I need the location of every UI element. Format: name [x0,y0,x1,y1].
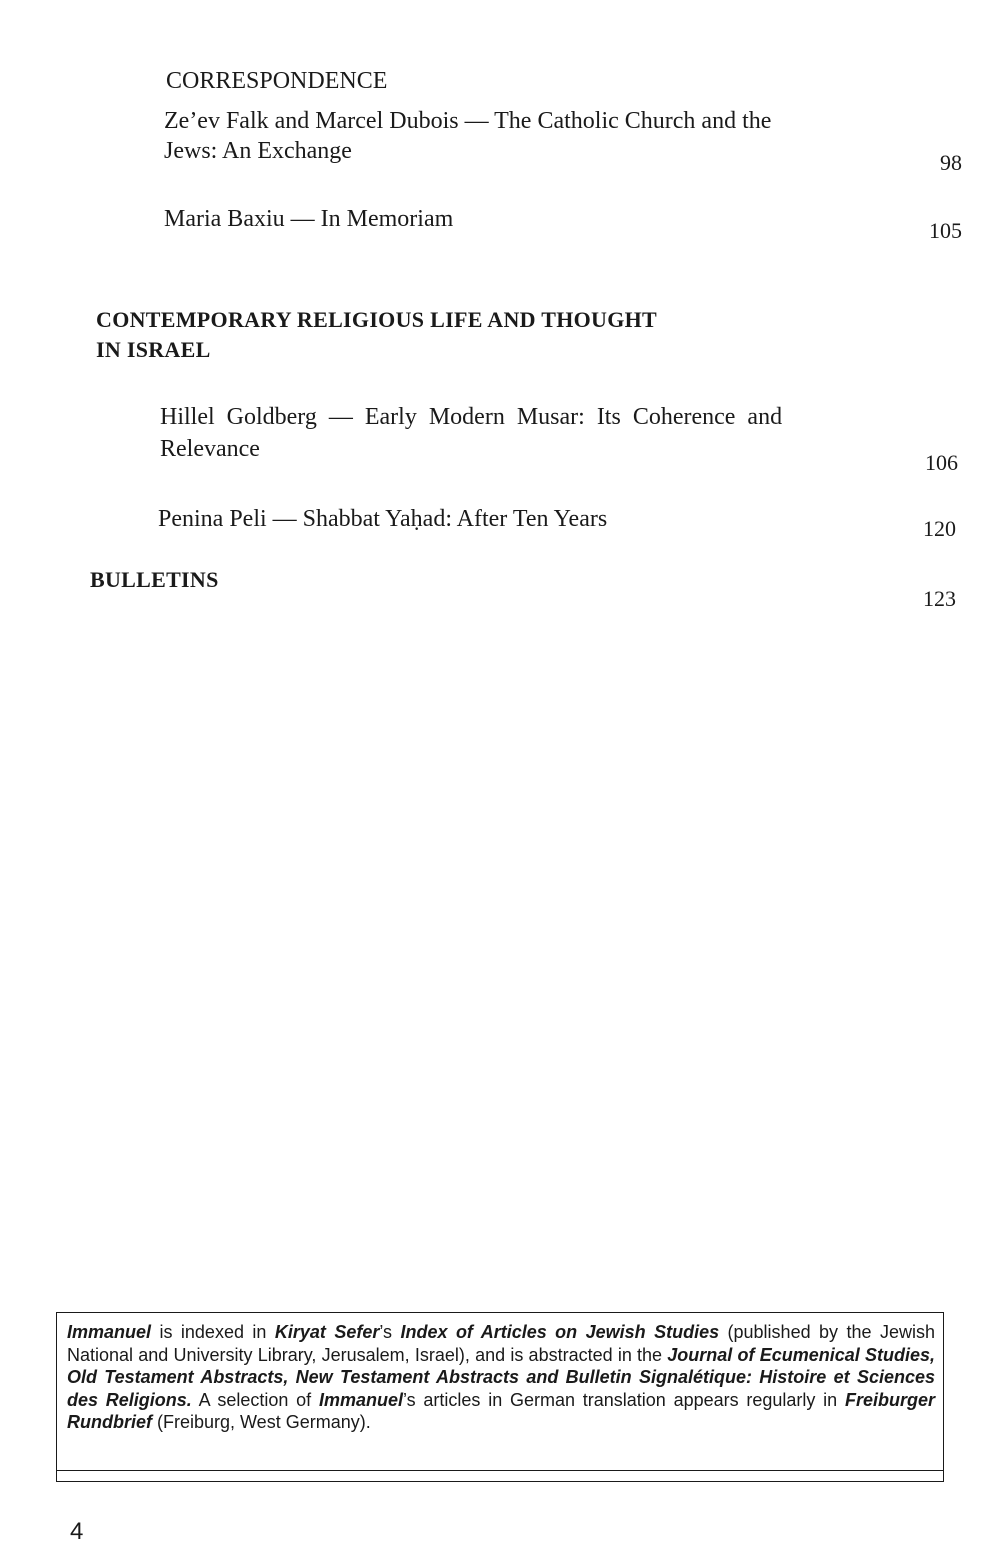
toc-entry-falk-dubois-line2: Jews: An Exchange [164,138,352,164]
toc-entry-baxiu: Maria Baxiu — In Memoriam [164,206,454,232]
kiryat-sefer: Kiryat Sefer [274,1322,380,1342]
toc-entry-goldberg-line1: Hillel Goldberg — Early Modern Musar: Its Coherence and [160,404,783,430]
index-title: Index of Articles on Jewish Studies [400,1322,720,1342]
contemporary-heading-line1: CONTEMPORARY RELIGIOUS LIFE AND THOUGHT [96,307,658,332]
notice-text-4: A selection of [191,1389,319,1410]
toc-page-98: 98 [940,150,962,175]
notice-text-2: ’s [379,1322,401,1342]
notice-text-5: ’s articles in German translation appears regularly in [402,1389,845,1410]
toc-page-105: 105 [929,218,962,243]
toc-page-106: 106 [925,450,958,475]
toc-entry-goldberg-line2: Relevance [160,436,260,462]
correspondence-heading: CORRESPONDENCE [166,68,388,94]
notice-text-1: is indexed in [151,1322,275,1342]
toc-entry-peli: Penina Peli — Shabbat Yaḥad: After Ten Years [158,506,608,532]
journal-name-2: Immanuel [318,1389,403,1410]
toc-entry-falk-dubois-line1: Ze’ev Falk and Marcel Dubois — The Catholic Church and the [164,108,772,134]
abstracting-journals: Journal of Ecumenical Studies, Old Testament Abstracts, New Testament Abstracts and Bulletin Signalétique: Histoire et Sciences des Religions. [67,1344,936,1410]
journal-name: Immanuel [67,1322,152,1342]
notice-text-6: (Freiburg, West Germany). [152,1412,371,1432]
notice-divider [57,1470,943,1471]
indexing-notice-text [67,1321,935,1434]
toc-page-120: 120 [923,516,956,541]
toc-page-123: 123 [923,586,956,611]
indexing-notice-box [56,1312,944,1482]
page-number: 4 [70,1518,84,1545]
bulletins-heading: BULLETINS [90,567,219,592]
contemporary-heading-line2: IN ISRAEL [96,337,211,362]
freiburger-rundbrief: Freiburger Rundbrief [67,1389,935,1432]
notice-text-3: (published by the Jewish National and University Library, Jerusalem, Israel), and is abstracted in the [67,1322,935,1365]
